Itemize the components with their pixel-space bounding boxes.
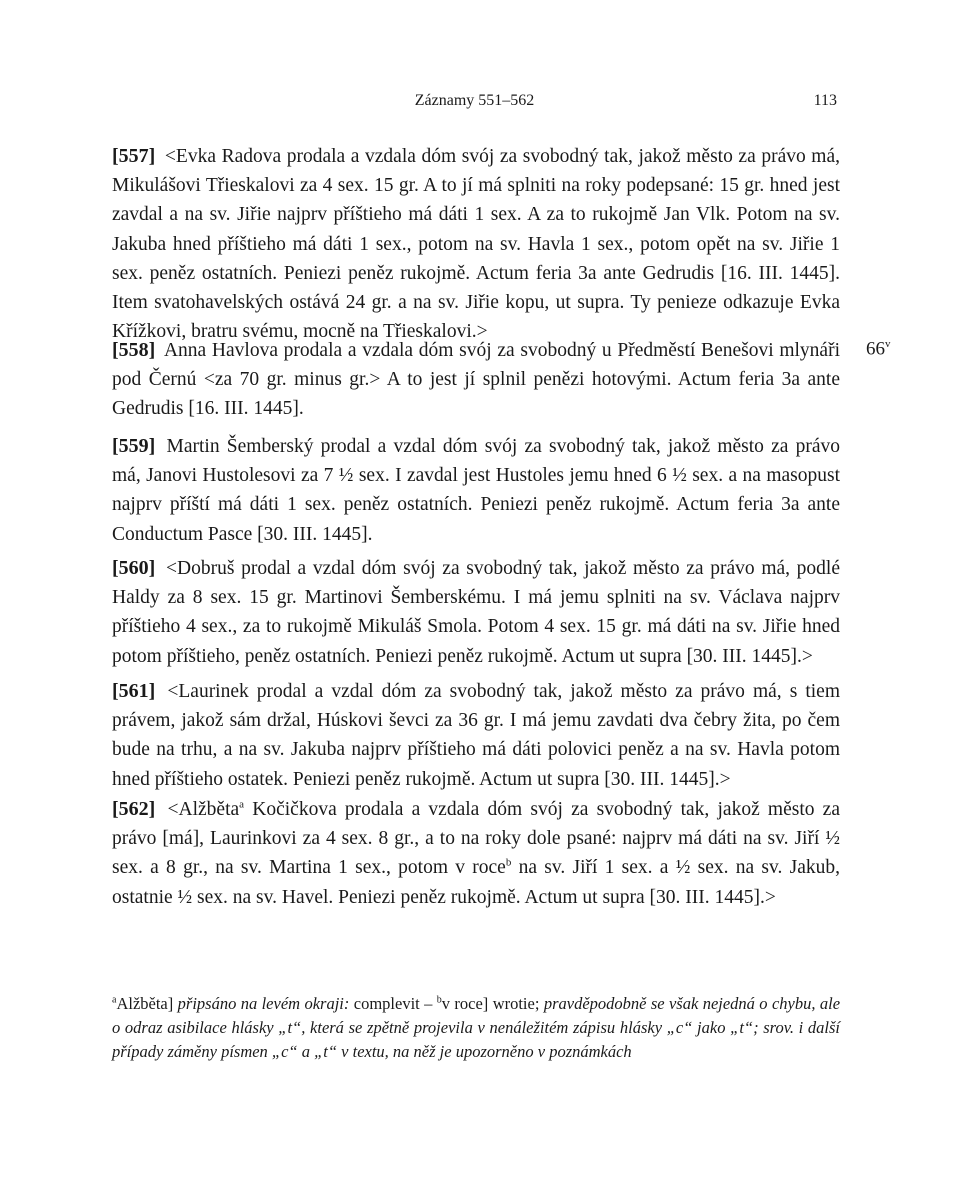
entry-number: [558]	[112, 339, 156, 361]
entry-557	[112, 142, 840, 346]
entry-text: <Laurinek prodal a vzdal dóm za svobodný tak, jakož město za právo má, s tiem právem, jakož sám držal, Húskovi ševci za 36 gr. I má jemu zavdati dva čebry žita, po čem bude na trhu, a na sv. Jakuba najprv příštieho má dáti polovici peněz a na sv. Havla potom hned příštieho ostatek. Peniezi peněz rukojmě. Actum ut supra [30. III. 1445].>	[112, 681, 840, 790]
entry-558	[112, 336, 840, 424]
entry-text: Anna Havlova prodala a vzdala dóm svój za svobodný u Předměstí Benešovi mlynáři pod Černú <za 70 gr. minus gr.> A to jest jí splnil penězi hotovými. Actum feria 3a ante Gedrudis [16. III. 1445].	[112, 340, 840, 420]
entry-text: <Dobruš prodal a vzdal dóm svój za svobodný tak, jakož město za právo má, podlé Haldy za 8 sex. 15 gr. Martinovi Šemberskému. I má jemu splniti na sv. Václava najprv příštieho 4 sex., za to rukojmě Mikuláš Smola. Potom 4 sex. 15 gr. má dáti na sv. Jiřie hned potom příštieho, peněz ostatních. Peniezi peněz rukojmě. Actum ut supra [30. III. 1445].>	[112, 558, 841, 667]
entry-text-part-3: na sv. Jiří 1 sex. a ½ sex. na sv. Jakub, ostatnie ½ sex. na sv. Havel. Peniezi peněz rukojmě. Actum ut supra [30. III. 1445].>	[112, 857, 841, 908]
margin-folio-note	[866, 338, 891, 360]
entry-text-part-1: <Alžběta	[167, 799, 240, 820]
page-number: 113	[813, 92, 837, 109]
footnote-b-lemma: v roce] wrotie;	[441, 994, 544, 1013]
entry-559	[112, 432, 840, 549]
entry-text: <Evka Radova prodala a vzdala dóm svój za svobodný tak, jakož město za právo má, Mikulášovi Třieskalovi za 4 sex. 15 gr. A to jí má splniti na roky podepsané: 15 gr. hned jest zavdal a na sv. Jiřie najprv příštieho má dáti 1 sex. A za to rukojmě Jan Vlk. Potom na sv. Jakuba hned příštieho má dáti 1 sex., potom na sv. Havla 1 sex., potom opět na sv. Jiřie 1 sex. peněz ostatních. Peniezi peněz rukojmě. Actum feria 3a ante Gedrudis [16. III. 1445]. Item svatohavelských ostává 24 gr. a na sv. Jiřie kopu, ut supra. Ty penieze odkazuje Evka Křížkovi, bratru svému, mocně na Třieskalovi.>	[112, 146, 841, 343]
footnote-mark-b: b	[436, 994, 442, 1006]
entry-number: [559]	[112, 435, 156, 457]
folio-side: v	[885, 338, 891, 350]
entry-number: [560]	[112, 557, 156, 579]
running-title: Záznamy 551–562	[414, 92, 535, 109]
entry-text: Martin Šemberský prodal a vzdal dóm svój za svobodný tak, jakož město za právo má, Janovi Hustolesovi za 7 ½ sex. I zavdal jest Hustoles jemu hned 6 ½ sex. a na masopust najprv příští má dáti 1 sex. peněz ostatních. Peniezi peněz rukojmě. Actum feria 3a ante Conductum Pasce [30. III. 1445].	[112, 436, 841, 545]
entry-number: [561]	[112, 680, 156, 702]
footnote-a-reading: complevit –	[353, 994, 437, 1013]
entry-560	[112, 554, 840, 671]
footnotes	[112, 992, 840, 1064]
entry-number: [562]	[112, 798, 156, 820]
footnote-a-note: připsáno na levém okraji:	[173, 994, 354, 1013]
folio-number: 66	[866, 338, 885, 360]
page-header	[112, 92, 837, 114]
entry-562	[112, 795, 840, 912]
footnote-a-lemma: Alžběta]	[116, 994, 174, 1013]
footnote-mark-a: a	[112, 994, 117, 1006]
footnote-b-note: pravděpodobně se však nejedná o chybu, ale o odraz asibilace hlásky „t“, která se zpětně projevila v nenáležitém zápisu hlásky „c“ jako „t“; srov. i další případy záměny písmen „c“ a „t“ v textu, na něž je upozorněno v poznámkách	[112, 994, 841, 1061]
entry-number: [557]	[112, 145, 156, 167]
footnote-mark-a: a	[239, 798, 245, 811]
entry-561	[112, 677, 840, 794]
entry-text-part-2: Kočičkova prodala a vzdala dóm svój za svobodný tak, jakož město za právo [má], Laurinkovi za 4 sex. 8 gr., a to na roky dole psané: najprv má dáti na sv. Jiří ½ sex. a 8 gr., na sv. Martina 1 sex., potom v roce	[112, 799, 840, 879]
footnote-mark-b: b	[505, 856, 512, 869]
